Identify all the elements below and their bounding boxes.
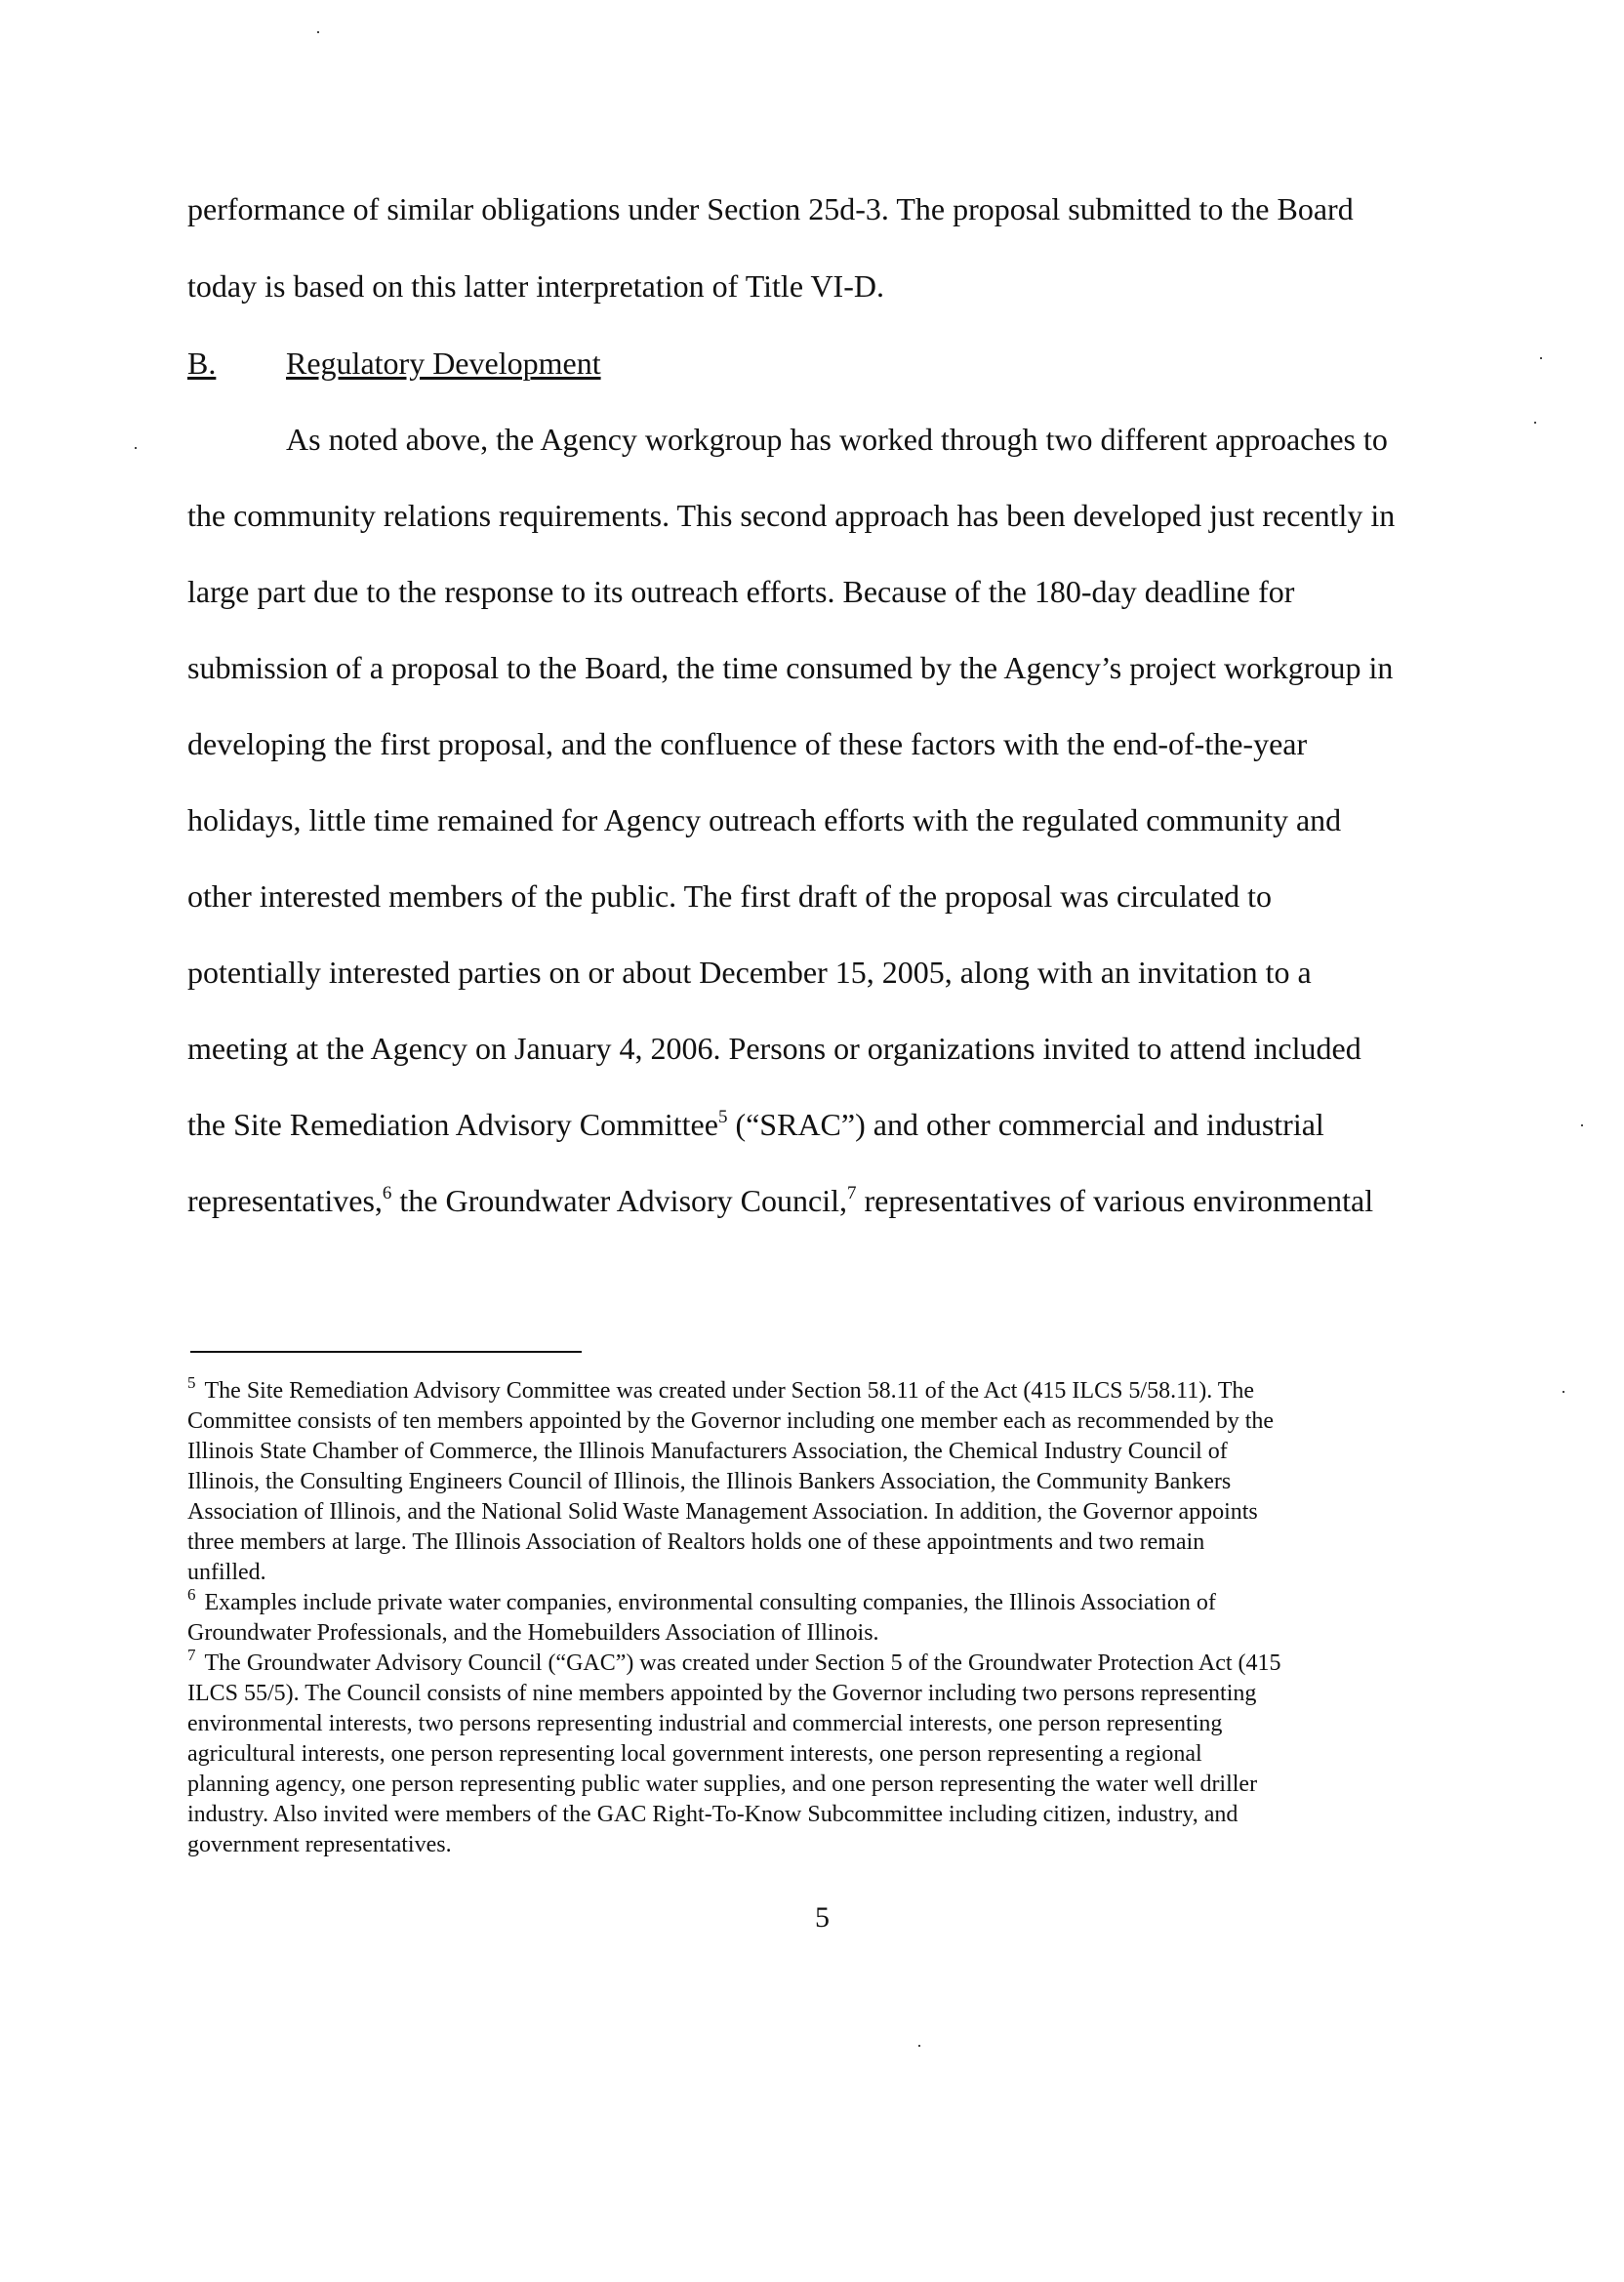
scan-speck (1534, 422, 1536, 424)
line-text: representatives of various environmental (856, 1183, 1374, 1218)
footnote-line: ILCS 55/5). The Council consists of nine members appointed by the Governor including two persons representing (187, 1681, 1257, 1706)
line-text: the Site Remediation Advisory Committee (187, 1107, 718, 1142)
paragraph-line (187, 1185, 1373, 1216)
scan-speck (1563, 1391, 1564, 1393)
scan-speck (1581, 1124, 1583, 1126)
footnote-number: 5 (187, 1373, 196, 1392)
line-text: representatives, (187, 1183, 383, 1218)
line-text: the Groundwater Advisory Council, (391, 1183, 847, 1218)
footnote-line: Illinois State Chamber of Commerce, the Illinois Manufacturers Association, the Chemical Industry Council of (187, 1439, 1228, 1464)
footnote-text: Examples include private water companies, environmental consulting companies, the Illinois Association of (204, 1590, 1216, 1615)
footnote-line (187, 1585, 1216, 1615)
footnote-line: unfilled. (187, 1560, 266, 1585)
footnote-line: Association of Illinois, and the National Solid Waste Management Association. In addition, the Governor appoints (187, 1499, 1258, 1525)
paragraph-line: other interested members of the public. The first draft of the proposal was circulated to (187, 878, 1273, 914)
body-line: today is based on this latter interpretation of Title VI-D. (187, 268, 884, 304)
paragraph-line: submission of a proposal to the Board, the time consumed by the Agency’s project workgroup in (187, 650, 1394, 685)
footnote-line: three members at large. The Illinois Association of Realtors holds one of these appointments and two remain (187, 1529, 1205, 1555)
footnote-line (187, 1646, 1281, 1676)
paragraph-line: developing the first proposal, and the confluence of these factors with the end-of-the-year (187, 726, 1308, 761)
footnote-number: 7 (187, 1646, 196, 1664)
footnote-text: The Site Remediation Advisory Committee was created under Section 58.11 of the Act (415 ILCS 5/58.11). The (204, 1378, 1255, 1404)
footnote-line: agricultural interests, one person representing local government interests, one person representing a regional (187, 1741, 1202, 1767)
page-number: 5 (815, 1901, 830, 1934)
paragraph-line: the community relations requirements. This second approach has been developed just recently in (187, 498, 1396, 533)
footnote-text: The Groundwater Advisory Council (“GAC”) was created under Section 5 of the Groundwater Protection Act (415 (204, 1650, 1281, 1676)
footnote-separator (190, 1351, 582, 1353)
footnote-ref-5[interactable]: 5 (717, 1107, 728, 1127)
scan-speck (1540, 357, 1542, 359)
scan-speck (918, 2045, 920, 2047)
footnote-ref-7[interactable]: 7 (847, 1183, 857, 1203)
footnote-line: industry. Also invited were members of the GAC Right-To-Know Subcommittee including citizen, industry, and (187, 1802, 1238, 1827)
paragraph-line (187, 1109, 1324, 1140)
footnote-ref-6[interactable]: 6 (382, 1183, 392, 1203)
footnote-line (187, 1373, 1255, 1404)
footnote-line: government representatives. (187, 1832, 452, 1857)
paragraph-line: As noted above, the Agency workgroup has worked through two different approaches to (286, 422, 1388, 457)
paragraph-line: potentially interested parties on or about December 15, 2005, along with an invitation to a (187, 955, 1312, 990)
footnote-line: Committee consists of ten members appointed by the Governor including one member each as recommended by the (187, 1408, 1275, 1434)
paragraph-line: large part due to the response to its outreach efforts. Because of the 180-day deadline for (187, 574, 1295, 609)
footnote-line: environmental interests, two persons representing industrial and commercial interests, one person representing (187, 1711, 1223, 1736)
scan-speck (317, 31, 319, 33)
section-title: Regulatory Development (286, 346, 601, 381)
paragraph-line: holidays, little time remained for Agency outreach efforts with the regulated community and (187, 802, 1342, 837)
footnote-line: planning agency, one person representing public water supplies, and one person representing the water well driller (187, 1772, 1258, 1797)
section-letter: B. (187, 346, 217, 381)
footnote-number: 6 (187, 1585, 196, 1604)
line-text: (“SRAC”) and other commercial and industrial (727, 1107, 1324, 1142)
paragraph-line: meeting at the Agency on January 4, 2006. Persons or organizations invited to attend included (187, 1031, 1361, 1066)
footnote-line: Groundwater Professionals, and the Homebuilders Association of Illinois. (187, 1620, 879, 1646)
scan-speck (135, 447, 137, 449)
footnote-line: Illinois, the Consulting Engineers Council of Illinois, the Illinois Bankers Association, the Community Bankers (187, 1469, 1232, 1494)
body-line: performance of similar obligations under Section 25d-3. The proposal submitted to the Board (187, 191, 1354, 226)
